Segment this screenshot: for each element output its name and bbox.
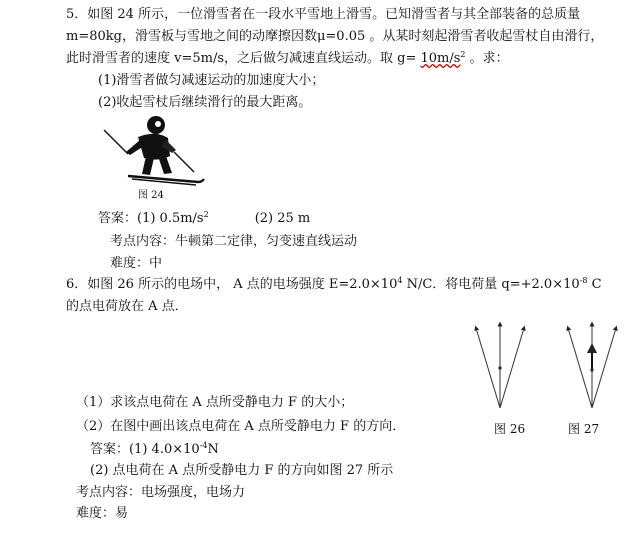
q6-line1-b: N/C．将电荷量 q=+2.0×10	[402, 277, 580, 292]
fig27-diagram	[562, 318, 622, 410]
q5-line2: m=80kg，滑雪板与雪地之间的动摩擦因数μ=0.05 。从某时刻起滑雪者收起雪杖自由滑行，	[66, 29, 604, 44]
fig26-caption: 图 26	[494, 422, 526, 436]
q5-line3-g: 10m/s	[420, 51, 461, 66]
q5-answer-b: (2) 25 m	[254, 211, 311, 226]
q6-answer1-b: N	[207, 442, 219, 457]
q6-answer1-sup: -4	[199, 441, 208, 450]
q6-answer2: (2) 点电荷在 A 点所受静电力 F 的方向如图 27 所示	[90, 463, 394, 478]
q6-sub1: （1）求该点电荷在 A 点所受静电力 F 的大小；	[76, 395, 354, 410]
q5-line3-b: 。求：	[465, 51, 509, 66]
q6-answer1-a: 答案：(1) 4.0×10	[90, 442, 200, 457]
q5-line3-a: 此时滑雪者的速度 v=5m/s，之后做匀减速直线运动。取 g=	[66, 51, 421, 66]
q6-line1-sup1: 4	[397, 276, 403, 285]
q5-answer	[98, 210, 310, 228]
q5-sub2: (2)收起雪杖后继续滑行的最大距离。	[98, 95, 312, 110]
fig27-caption: 图 27	[568, 422, 600, 436]
q5-topic: 考点内容：牛顿第二定律，匀变速直线运动	[110, 234, 358, 249]
q5-answer-sup: 2	[203, 210, 209, 219]
q6-line1	[66, 276, 602, 294]
q5-sub1: (1)滑雪者做匀减速运动的加速度大小；	[98, 73, 325, 88]
q6-line1-sup2: -8	[579, 276, 588, 285]
q5-title: 5．如图 24 所示，一位滑雪者在一段水平雪地上滑雪。已知滑雪者与其全部装备的总质量	[66, 7, 581, 22]
q5-line3	[66, 50, 509, 68]
q6-line2: 的点电荷放在 A 点．	[66, 299, 188, 314]
q5-answer-a: 答案：(1) 0.5m/s	[98, 211, 204, 226]
q5-difficulty: 难度：中	[110, 256, 163, 271]
q6-line1-c: C	[587, 277, 602, 292]
q5-line3-sup: 2	[460, 50, 466, 59]
q6-line1-a: 6．如图 26 所示的电场中， A 点的电场强度 E=2.0×10	[66, 277, 398, 292]
q6-answer1	[90, 441, 219, 459]
q6-difficulty: 难度：易	[76, 506, 129, 521]
q6-sub2: （2）在图中画出该点电荷在 A 点所受静电力 F 的方向．	[76, 419, 406, 434]
fig24-caption: 图 24	[138, 190, 164, 201]
skier-figure	[98, 112, 208, 190]
q6-topic: 考点内容：电场强度，电场力	[76, 485, 246, 500]
fig26-diagram	[470, 318, 530, 410]
